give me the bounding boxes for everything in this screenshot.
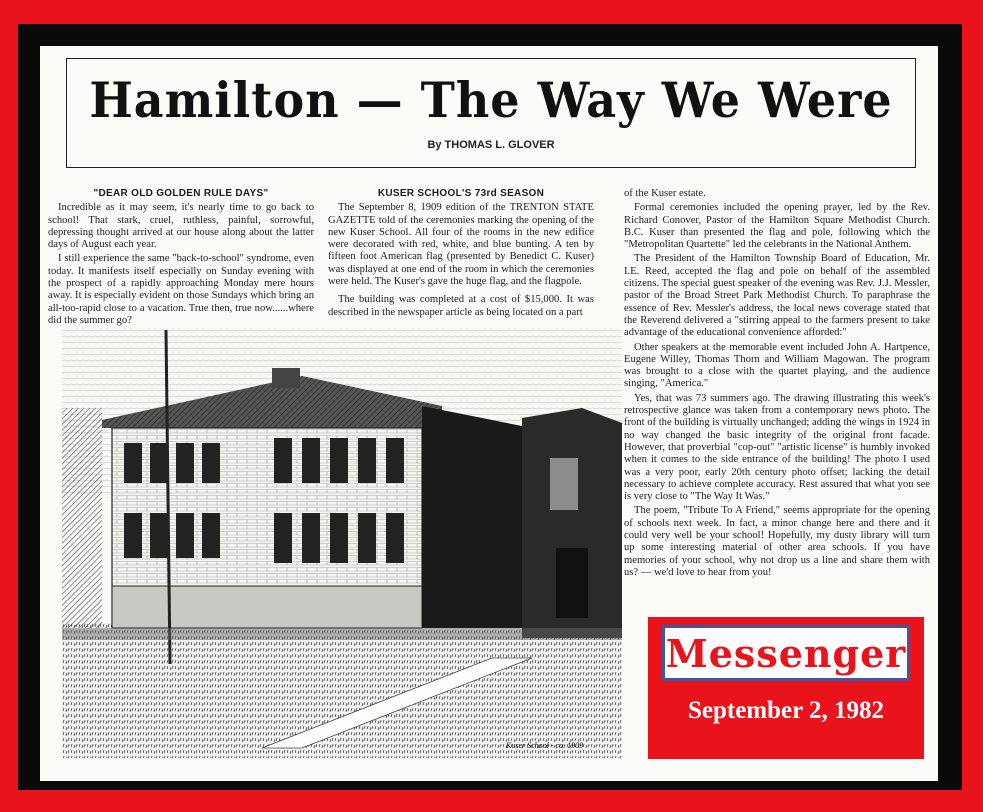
messenger-logo: Messenger xyxy=(665,630,907,676)
messenger-logo-box xyxy=(662,625,910,681)
byline: By THOMAS L. GLOVER xyxy=(427,139,555,151)
paragraph: of the Kuser estate. xyxy=(624,188,706,199)
paragraph: Incredible as it may seem, it's nearly time to go back to school! That stark, cruel, ruthless, painful, sorrowful, depressing thought arrived at our house along about the latter days of August each year. xyxy=(48,202,314,251)
column-heading: KUSER SCHOOL'S 73rd SEASON xyxy=(377,188,545,199)
column-heading: "DEAR OLD GOLDEN RULE DAYS" xyxy=(93,188,269,199)
article-column-2 xyxy=(328,188,594,321)
paragraph: The building was completed at a cost of $15,000. It was described in the newspaper article as being located on a part xyxy=(328,294,594,318)
paragraph: Yes, that was 73 summers ago. The drawing illustrating this week's retrospective glance was taken from a contemporary news photo. The front of the building is virtually unchanged; adding the wings in 1924 in no way changed the basic integrity of the original front facade. However, that proverbial "cop-out" "artistic license" is humbly invoked when it comes to the side entrance of the building! The photo I used was a very poor, early 20th century photo offset; lacking the detail necessary to achieve complete accuracy. Rest assured that what you see is very close to "The Way It Was." xyxy=(624,392,930,503)
paragraph: The poem, "Tribute To A Friend," seems appropriate for the opening of schools next week. In fact, a minor change here and there and it could very well be your school! Hopefully, my dusty library will turn up some interesting material of other area schools. If you have memories of your school, why not drop us a line and share them with us? — we'd love to hear from you! xyxy=(624,505,930,578)
newspaper-clipping xyxy=(40,46,938,781)
paragraph: I still experience the same "back-to-school" syndrome, even today. It manifests itself especially on Sunday evening with the prospect of a rapidly approaching Monday mere hours away. It is especially evident on those Sundays which bring an all-too-rapid close to a vacation. True then, true now......where did the summer go? xyxy=(48,253,314,326)
article-column-3 xyxy=(624,188,930,581)
paragraph: The September 8, 1909 edition of the TRENTON STATE GAZETTE told of the ceremonies marking the opening of the new Kuser School. All four of the rooms in the new edifice were decorated with red, white, and blue bunting. A ten by fifteen foot American flag (presented by Benedict C. Kuser) was displayed at one end of the room in which the ceremonies were held. The Kuser's gave the huge flag, and the flagpole. xyxy=(328,202,594,288)
masthead xyxy=(66,58,916,168)
paragraph: Other speakers at the memorable event included John A. Hartpence, Eugene Willey, Thomas Thorn and William Magowan. The program was brought to a close with the quartet playing, and the audience singing, "America." xyxy=(624,341,930,390)
publication-date: September 2, 1982 xyxy=(687,697,885,724)
school-building-drawing xyxy=(62,328,622,758)
article-column-1 xyxy=(48,188,314,329)
drawing-caption: Kuser School - ca. 1909 xyxy=(506,741,584,750)
paragraph: Formal ceremonies included the opening prayer, led by the Rev. Richard Conover, Pastor of the Hamilton Square Methodist Church. B.C. Kuser than presented the flag and pole, following which the "Metropolitan Quartette" led the celebrants in the National Anthem. xyxy=(624,202,930,251)
messenger-badge xyxy=(648,617,924,759)
paragraph: The President of the Hamilton Township Board of Education, Mr. I.E. Reed, accepted the flag and pole on behalf of the assembled citizens. The special guest speaker of the evening was Rev. J.J. Messler, pastor of the Broad Street Park Methodist Church. To paraphrase the essence of Rev. Messler's address, the local news coverage stated that the Reverend delivered a "stirring appeal to the farmers present to take advantage of the educational convenience afforded:" xyxy=(624,253,930,339)
page-title: Hamilton — The Way We Were xyxy=(89,71,893,129)
